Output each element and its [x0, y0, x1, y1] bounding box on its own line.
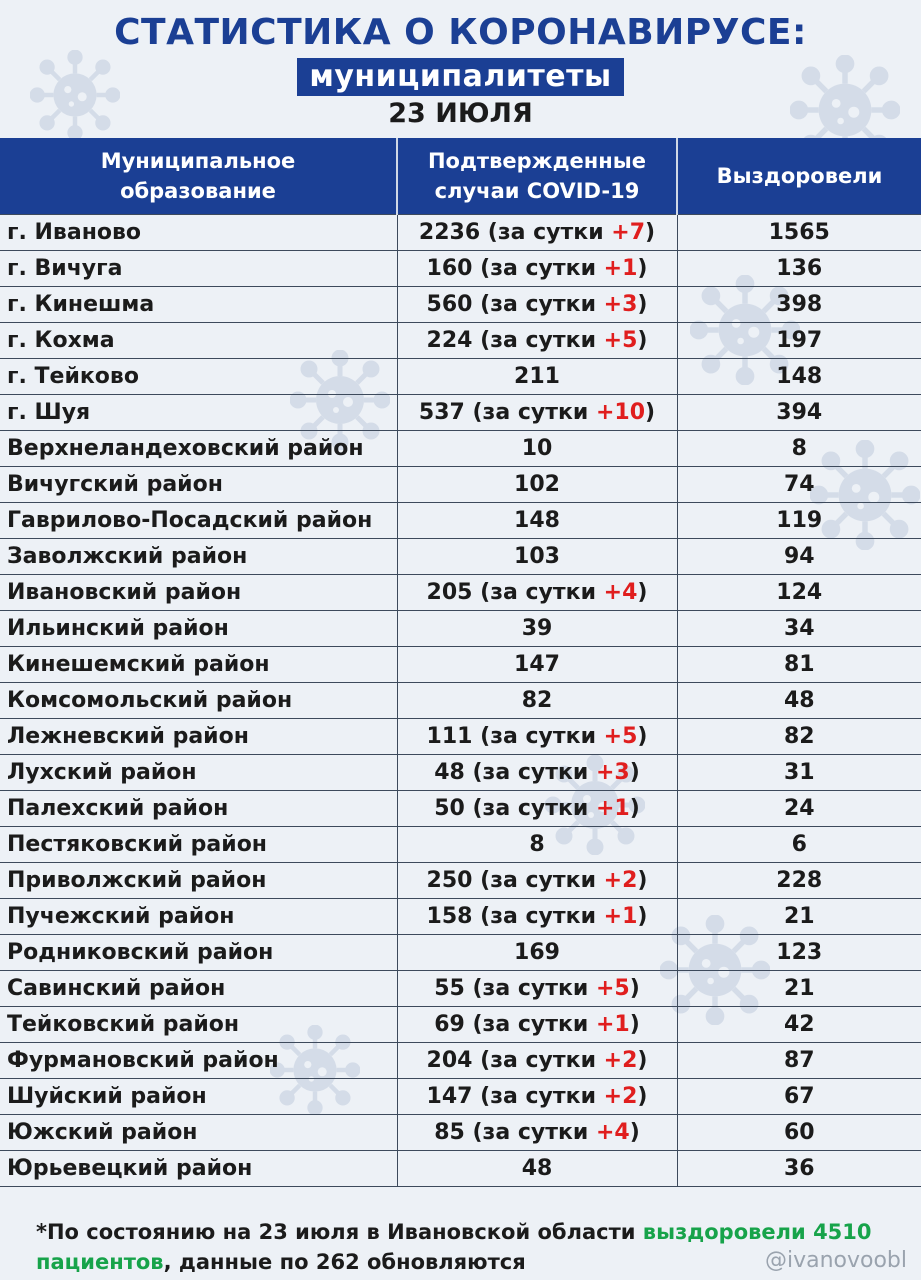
municipality-name: Комсомольский район [0, 683, 397, 719]
daily-increase: +2 [603, 1084, 638, 1109]
table-row [0, 647, 921, 683]
recovered-count: 87 [677, 1043, 921, 1079]
confirmed-cell [397, 1151, 677, 1187]
confirmed-count: 69 [434, 1012, 465, 1037]
recovered-count: 124 [677, 575, 921, 611]
confirmed-count: 148 [514, 508, 560, 533]
confirmed-count: 147 [426, 1084, 473, 1109]
confirmed-cell [397, 503, 677, 539]
table-row [0, 215, 921, 251]
table-row [0, 251, 921, 287]
recovered-count: 8 [677, 431, 921, 467]
confirmed-count: 158 [426, 904, 473, 929]
recovered-count: 123 [677, 935, 921, 971]
confirmed-cell [397, 431, 677, 467]
table-row [0, 827, 921, 863]
page-subtitle: муниципалитеты [297, 58, 623, 96]
confirmed-cell: 537 (за сутки +10) [397, 395, 677, 431]
confirmed-count: 2236 [418, 220, 481, 245]
table-row [0, 575, 921, 611]
municipality-name: Шуйский район [0, 1079, 397, 1115]
municipality-name: г. Иваново [0, 215, 397, 251]
recovered-count: 34 [677, 611, 921, 647]
table-row [0, 719, 921, 755]
municipality-name: Верхнеландеховский район [0, 431, 397, 467]
daily-increase: +5 [595, 976, 630, 1001]
confirmed-count: 224 [426, 328, 473, 353]
table-row [0, 1151, 921, 1187]
municipality-name: Фурмановский район [0, 1043, 397, 1079]
daily-increase: +3 [595, 760, 630, 785]
table-row [0, 791, 921, 827]
table-row [0, 1079, 921, 1115]
recovered-count: 48 [677, 683, 921, 719]
municipality-name: Приволжский район [0, 863, 397, 899]
confirmed-count: 111 [426, 724, 473, 749]
recovered-count: 36 [677, 1151, 921, 1187]
recovered-count: 74 [677, 467, 921, 503]
recovered-count: 31 [677, 755, 921, 791]
column-header-recovered: Выздоровели [677, 138, 921, 215]
table-row [0, 971, 921, 1007]
recovered-count: 6 [677, 827, 921, 863]
daily-increase: +5 [603, 724, 638, 749]
recovered-total: выздоровели 4510 пациентов [36, 1220, 872, 1274]
confirmed-count: 211 [514, 364, 560, 389]
confirmed-count: 48 [521, 1156, 553, 1181]
footnote: *По состоянию на 23 июля в Ивановской области выздоровели 4510 пациентов, данные по 262 обновляются [36, 1220, 872, 1274]
daily-increase: +1 [595, 1012, 630, 1037]
confirmed-cell: 224 (за сутки +5) [397, 323, 677, 359]
confirmed-cell: 560 (за сутки +3) [397, 287, 677, 323]
confirmed-cell: 160 (за сутки +1) [397, 251, 677, 287]
social-handle: @ivanovoobl [764, 1248, 907, 1273]
page-title: СТАТИСТИКА О КОРОНАВИРУСЕ: [114, 12, 807, 53]
confirmed-cell [397, 935, 677, 971]
confirmed-cell [397, 539, 677, 575]
recovered-count: 197 [677, 323, 921, 359]
confirmed-count: 10 [521, 436, 553, 461]
confirmed-cell [397, 827, 677, 863]
confirmed-count: 147 [514, 652, 560, 677]
confirmed-count: 250 [426, 868, 473, 893]
confirmed-count: 160 [426, 256, 473, 281]
table-row [0, 323, 921, 359]
confirmed-cell: 205 (за сутки +4) [397, 575, 677, 611]
confirmed-cell [397, 683, 677, 719]
recovered-count: 81 [677, 647, 921, 683]
daily-increase: +1 [603, 904, 638, 929]
recovered-count: 82 [677, 719, 921, 755]
confirmed-cell: 55 (за сутки +5) [397, 971, 677, 1007]
municipality-name: Савинский район [0, 971, 397, 1007]
confirmed-count: 537 [418, 400, 465, 425]
municipality-name: Гаврилово-Посадский район [0, 503, 397, 539]
confirmed-cell [397, 467, 677, 503]
recovered-count: 394 [677, 395, 921, 431]
municipality-name: Кинешемский район [0, 647, 397, 683]
daily-increase: +3 [603, 292, 638, 317]
table-row [0, 359, 921, 395]
recovered-count: 228 [677, 863, 921, 899]
confirmed-cell: 111 (за сутки +5) [397, 719, 677, 755]
confirmed-count: 205 [426, 580, 473, 605]
report-date: 23 ИЮЛЯ [388, 98, 533, 129]
confirmed-cell: 50 (за сутки +1) [397, 791, 677, 827]
confirmed-count: 50 [434, 796, 465, 821]
confirmed-cell: 69 (за сутки +1) [397, 1007, 677, 1043]
table-row [0, 755, 921, 791]
recovered-count: 1565 [677, 215, 921, 251]
confirmed-count: 102 [514, 472, 560, 497]
table-row [0, 539, 921, 575]
recovered-count: 119 [677, 503, 921, 539]
column-header-confirmed: Подтвержденные случаи COVID-19 [397, 138, 677, 215]
daily-increase: +1 [595, 796, 630, 821]
table-row [0, 395, 921, 431]
daily-increase: +7 [611, 220, 646, 245]
recovered-count: 42 [677, 1007, 921, 1043]
recovered-count: 60 [677, 1115, 921, 1151]
confirmed-count: 39 [521, 616, 553, 641]
daily-increase: +2 [603, 1048, 638, 1073]
recovered-count: 21 [677, 971, 921, 1007]
municipality-name: Заволжский район [0, 539, 397, 575]
daily-increase: +10 [595, 400, 646, 425]
municipality-name: г. Шуя [0, 395, 397, 431]
confirmed-cell [397, 647, 677, 683]
recovered-count: 398 [677, 287, 921, 323]
municipality-name: Ильинский район [0, 611, 397, 647]
confirmed-count: 8 [529, 832, 545, 857]
table-row [0, 431, 921, 467]
table-row [0, 899, 921, 935]
municipality-name: г. Тейково [0, 359, 397, 395]
table-row [0, 1007, 921, 1043]
daily-increase: +1 [603, 256, 638, 281]
confirmed-count: 103 [514, 544, 560, 569]
table-row [0, 863, 921, 899]
recovered-count: 67 [677, 1079, 921, 1115]
confirmed-count: 169 [514, 940, 560, 965]
table-row [0, 1043, 921, 1079]
municipality-name: Ивановский район [0, 575, 397, 611]
table-row [0, 503, 921, 539]
municipality-name: Пучежский район [0, 899, 397, 935]
municipality-name: Вичугский район [0, 467, 397, 503]
confirmed-count: 55 [434, 976, 465, 1001]
municipality-name: Родниковский район [0, 935, 397, 971]
table-row [0, 611, 921, 647]
table-header-row [0, 138, 921, 215]
table-row [0, 1115, 921, 1151]
daily-increase: +4 [595, 1120, 630, 1145]
table-row [0, 467, 921, 503]
confirmed-cell [397, 359, 677, 395]
confirmed-cell: 158 (за сутки +1) [397, 899, 677, 935]
confirmed-count: 82 [521, 688, 553, 713]
confirmed-count: 204 [426, 1048, 473, 1073]
recovered-count: 148 [677, 359, 921, 395]
municipality-name: г. Кинешма [0, 287, 397, 323]
municipality-name: Палехский район [0, 791, 397, 827]
daily-increase: +2 [603, 868, 638, 893]
confirmed-cell [397, 611, 677, 647]
confirmed-count: 85 [434, 1120, 465, 1145]
recovered-count: 94 [677, 539, 921, 575]
municipality-name: г. Вичуга [0, 251, 397, 287]
recovered-count: 24 [677, 791, 921, 827]
municipality-name: Лухский район [0, 755, 397, 791]
municipality-name: Пестяковский район [0, 827, 397, 863]
municipality-name: Лежневский район [0, 719, 397, 755]
daily-increase: +5 [603, 328, 638, 353]
confirmed-cell: 147 (за сутки +2) [397, 1079, 677, 1115]
table-row [0, 287, 921, 323]
municipality-name: Тейковский район [0, 1007, 397, 1043]
daily-increase: +4 [603, 580, 638, 605]
municipality-name: Юрьевецкий район [0, 1151, 397, 1187]
confirmed-cell: 2236 (за сутки +7) [397, 215, 677, 251]
municipality-name: Южский район [0, 1115, 397, 1151]
municipality-name: г. Кохма [0, 323, 397, 359]
confirmed-count: 560 [426, 292, 473, 317]
confirmed-cell: 48 (за сутки +3) [397, 755, 677, 791]
confirmed-cell: 250 (за сутки +2) [397, 863, 677, 899]
column-header-municipality: Муниципальное образование [0, 138, 397, 215]
confirmed-count: 48 [434, 760, 465, 785]
recovered-count: 136 [677, 251, 921, 287]
table-row [0, 683, 921, 719]
stats-table [0, 138, 921, 1187]
table-row [0, 935, 921, 971]
recovered-count: 21 [677, 899, 921, 935]
confirmed-cell: 204 (за сутки +2) [397, 1043, 677, 1079]
confirmed-cell: 85 (за сутки +4) [397, 1115, 677, 1151]
